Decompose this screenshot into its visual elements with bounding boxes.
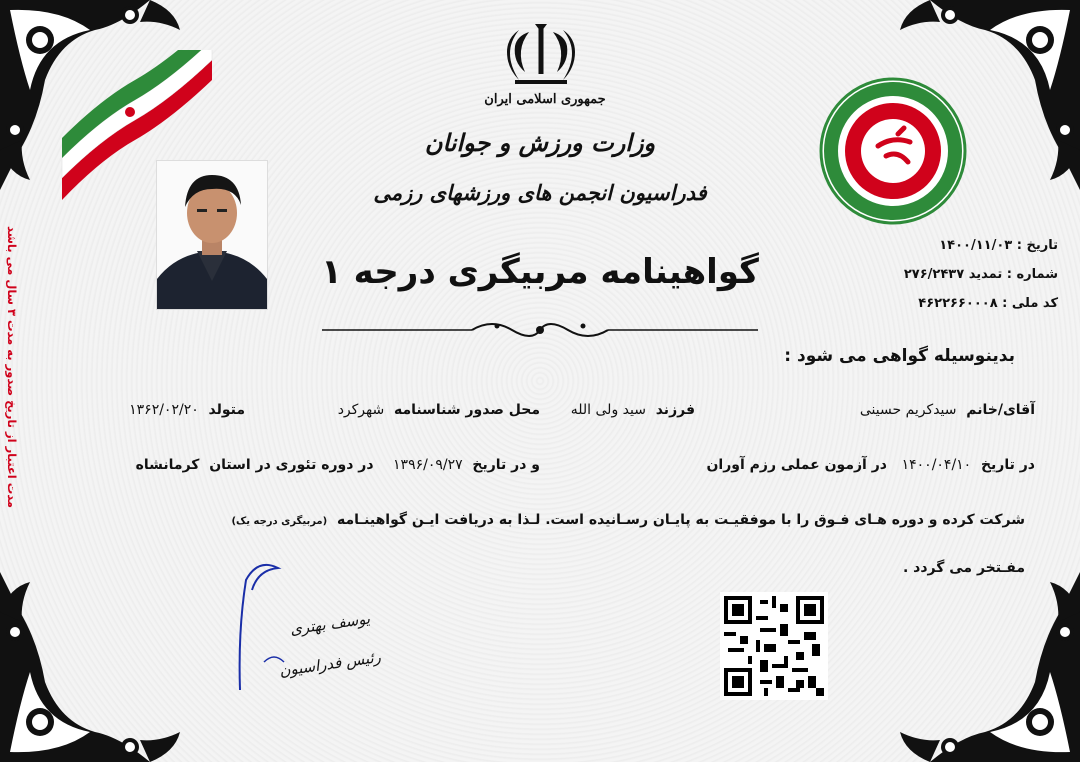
certificate-grade-note: (مربیگری درجه یک) bbox=[231, 516, 328, 527]
practical-text: در آزمون عملی رزم آوران bbox=[706, 457, 887, 473]
completion-statement bbox=[231, 512, 1025, 528]
theory-course-field bbox=[136, 457, 540, 473]
name-field bbox=[860, 402, 1035, 418]
ministry-name: وزارت ورزش و جوانان bbox=[424, 128, 656, 157]
iran-emblem-icon bbox=[505, 22, 577, 88]
qr-code bbox=[720, 592, 828, 700]
signatory-name: یوسف بهتری bbox=[288, 609, 372, 639]
issue-date bbox=[818, 238, 1058, 253]
theory-date: ۱۳۹۶/۰۹/۲۷ bbox=[393, 457, 463, 473]
number-value: تمدید ۲۷۶/۲۴۳۷ bbox=[903, 267, 1003, 282]
certificate-title: گواهینامه مربیگری درجه ۱ bbox=[321, 252, 759, 292]
father-value: سید ولی الله bbox=[570, 402, 646, 418]
number-label: شماره : bbox=[1006, 267, 1058, 282]
federation-logo bbox=[818, 76, 968, 226]
corner-ornament bbox=[0, 572, 190, 762]
birth-value: ۱۳۶۲/۰۲/۲۰ bbox=[129, 402, 199, 418]
validity-note: مدت اعتبار از تاریخ صدور به مدت ۳ سال می باشد bbox=[5, 225, 19, 509]
issue-place-label: محل صدور شناسنامه bbox=[393, 402, 540, 418]
corner-ornament bbox=[890, 572, 1080, 762]
practical-exam-field bbox=[706, 457, 1035, 473]
date-value: ۱۴۰۰/۱۱/۰۳ bbox=[939, 238, 1013, 253]
father-label: فرزند bbox=[655, 402, 695, 418]
birth-field bbox=[129, 402, 245, 418]
government-name: جمهوری اسلامی ایران bbox=[484, 92, 606, 107]
birth-label: متولد bbox=[208, 402, 245, 418]
theory-label: و در تاریخ bbox=[472, 457, 540, 473]
closing-statement: مفـتخر می گردد . bbox=[902, 560, 1025, 576]
national-id bbox=[818, 296, 1058, 311]
title-divider bbox=[322, 316, 758, 344]
theory-text: در دوره تئوری در استان bbox=[209, 457, 374, 473]
certificate-number bbox=[818, 267, 1058, 282]
certification-intro: بدینوسیله گواهی می شود : bbox=[784, 346, 1015, 366]
holder-photo bbox=[156, 160, 268, 310]
province-value: کرمانشاه bbox=[135, 457, 200, 473]
practical-date: ۱۴۰۰/۰۴/۱۰ bbox=[901, 457, 972, 473]
completion-text: شرکت کرده و دوره هـای فـوق را با موفقیـت به پایـان رسـانیده است. لـذا به دریافت ایـن گواهینـامه bbox=[336, 512, 1025, 528]
name-label: آقای/خانم bbox=[966, 402, 1035, 418]
date-label: تاریخ : bbox=[1016, 238, 1058, 253]
federation-name: فدراسیون انجمن های ورزشهای رزمی bbox=[373, 180, 707, 205]
national-id-value: ۴۶۲۲۶۶۰۰۰۸ bbox=[918, 296, 998, 311]
national-id-label: کد ملی : bbox=[1002, 296, 1058, 311]
signatory-role: رئیس فدراسیون bbox=[278, 647, 382, 681]
issue-place-value: شهرکرد bbox=[337, 402, 385, 418]
issue-place-field bbox=[338, 402, 540, 418]
father-field bbox=[571, 402, 695, 418]
practical-label: در تاریخ bbox=[980, 457, 1035, 473]
name-value: سیدکریم حسینی bbox=[859, 402, 957, 418]
